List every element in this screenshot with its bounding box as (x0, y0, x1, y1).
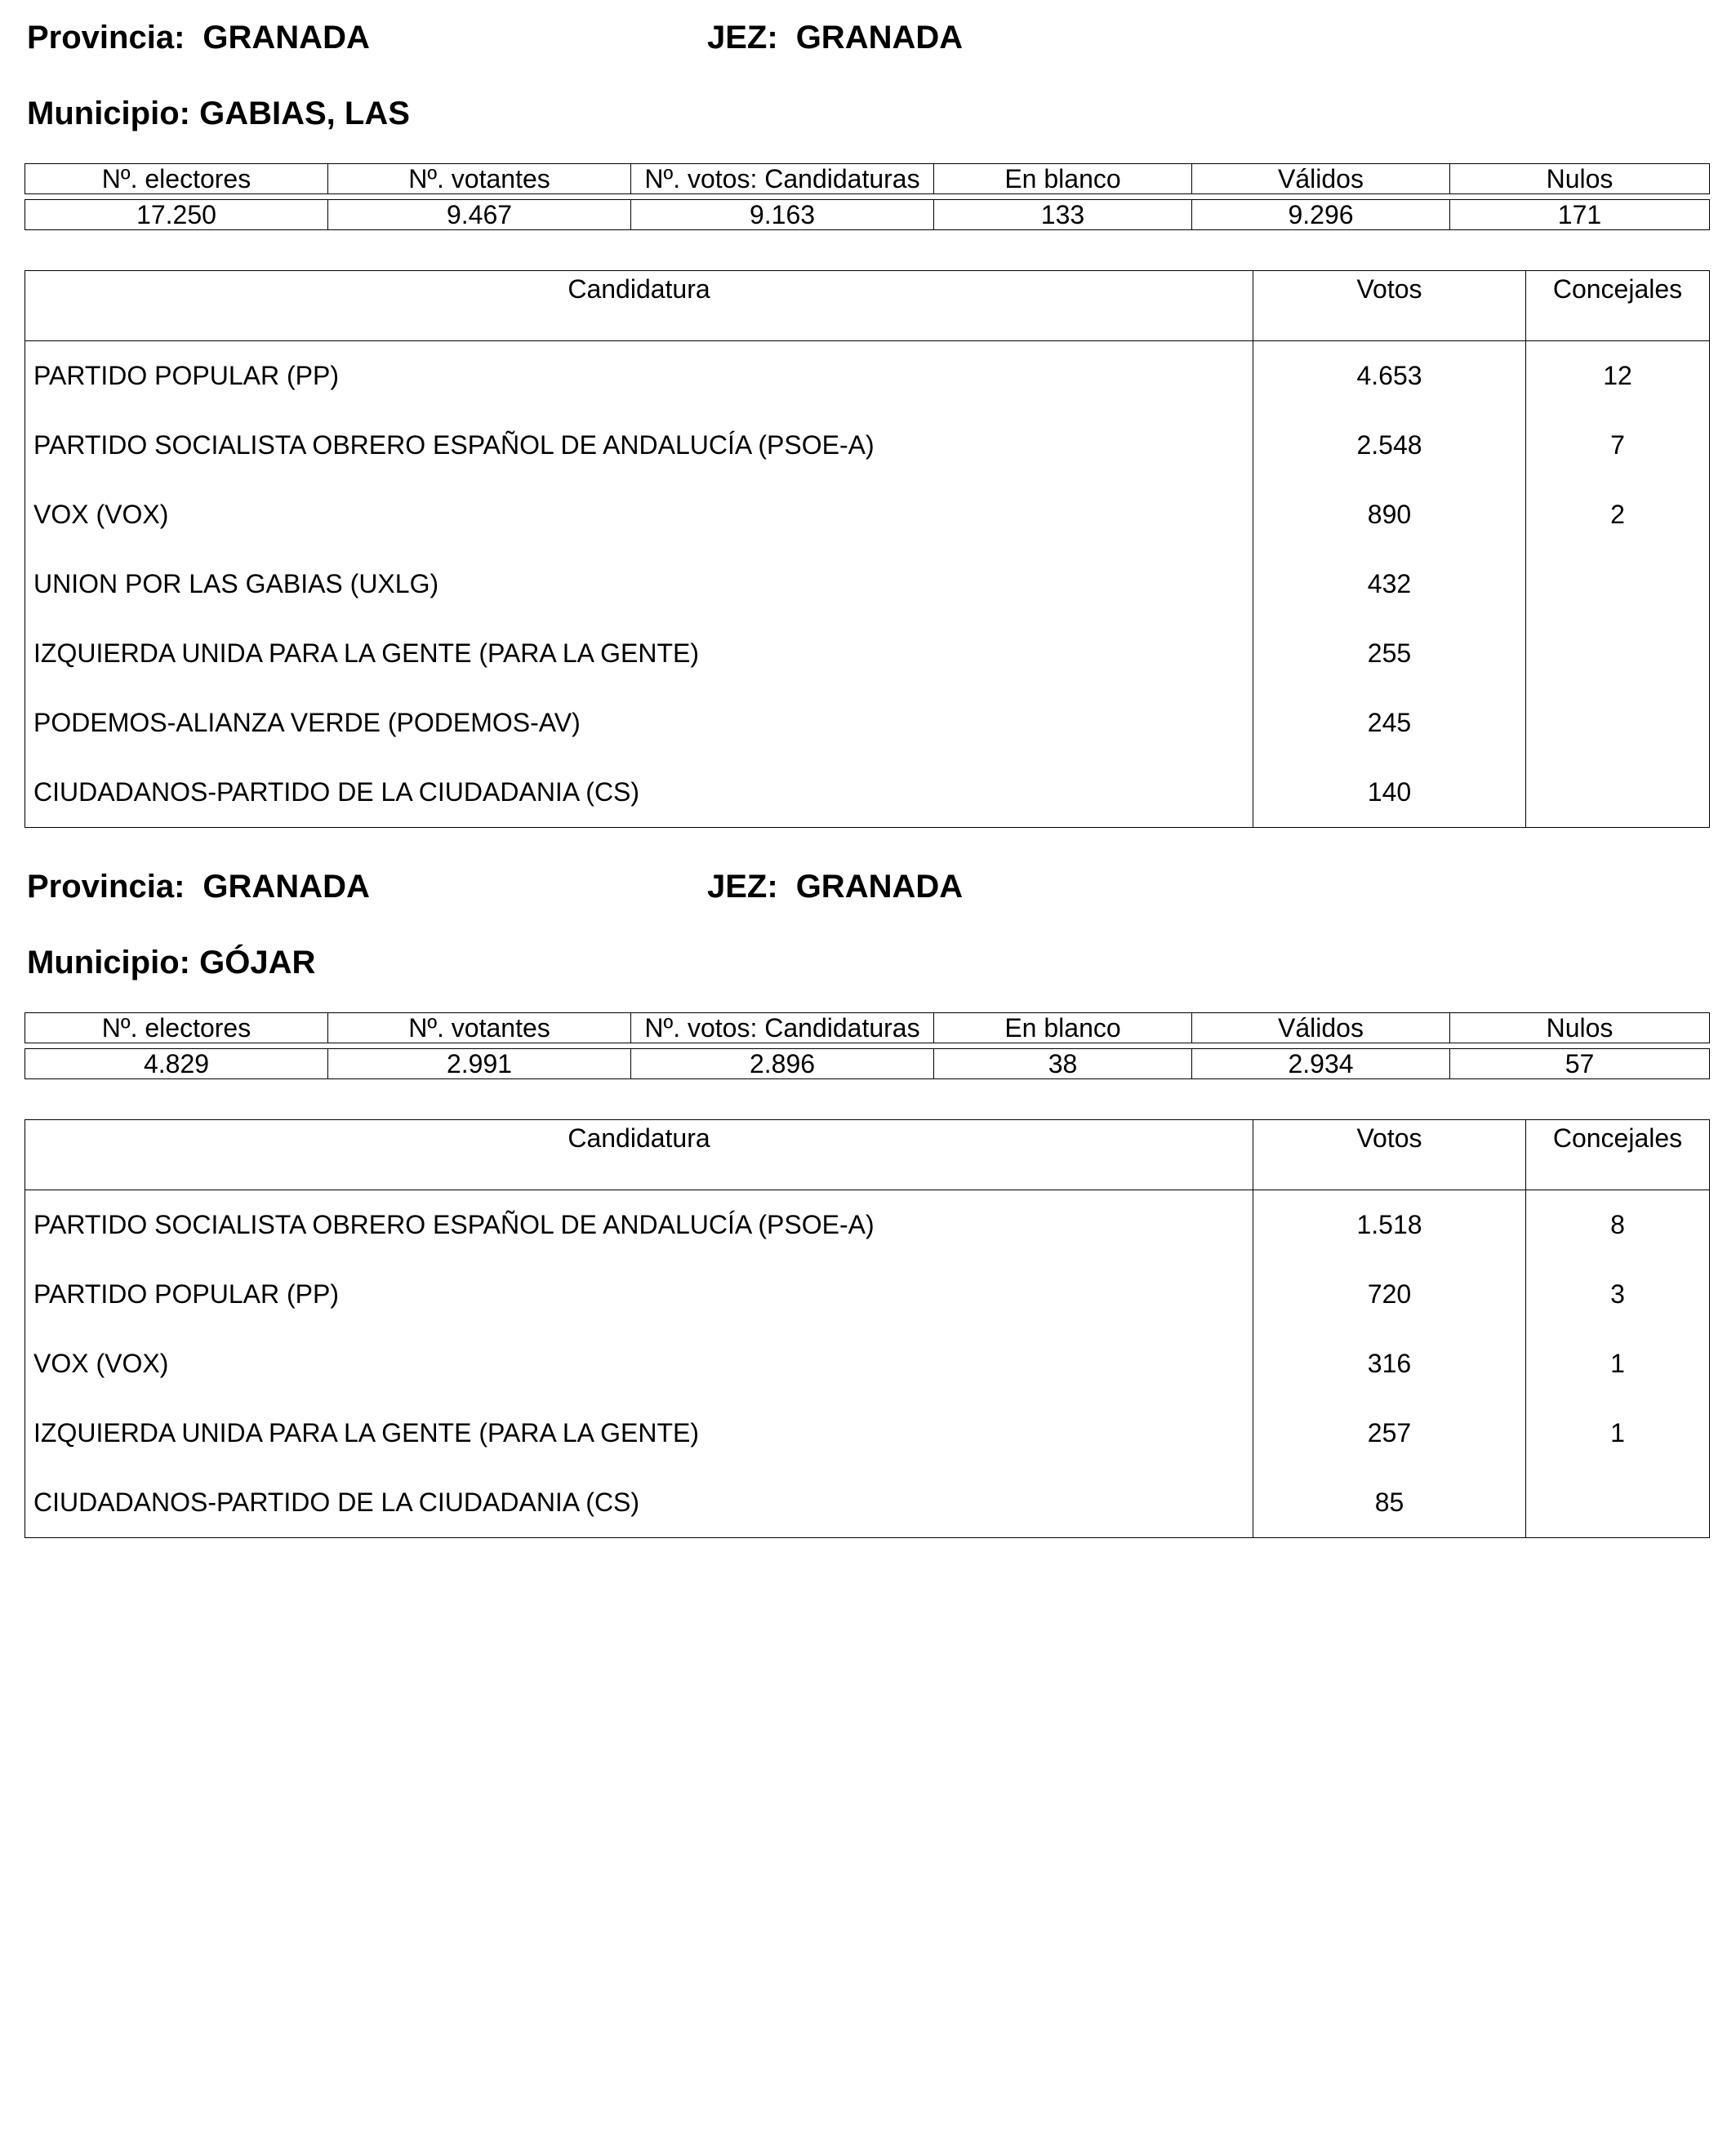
candidates-header-cell: Concejales (1526, 271, 1710, 341)
stats-value-cell: 57 (1450, 1049, 1710, 1079)
candidate-concejales (1526, 619, 1710, 688)
candidate-name: PARTIDO POPULAR (PP) (25, 1260, 1253, 1329)
stats-header-cell: En blanco (934, 1013, 1192, 1043)
stats-value-row (25, 200, 1710, 230)
candidate-votos: 85 (1253, 1468, 1526, 1538)
candidate-name: CIUDADANOS-PARTIDO DE LA CIUDADANIA (CS) (25, 1468, 1253, 1538)
municipio-label: Municipio: (27, 96, 190, 131)
stats-header-cell: Válidos (1192, 1013, 1450, 1043)
provincia-line (27, 870, 370, 903)
municipality-section (0, 849, 1736, 1698)
candidate-votos: 245 (1253, 688, 1526, 758)
stats-value-cell: 2.896 (631, 1049, 934, 1079)
candidates-header-cell: Candidatura (25, 271, 1253, 341)
candidate-row (25, 549, 1710, 619)
candidate-row (25, 1260, 1710, 1329)
candidate-concejales: 12 (1526, 341, 1710, 411)
candidate-concejales (1526, 688, 1710, 758)
municipio-value: GABIAS, LAS (199, 96, 410, 131)
candidates-body (25, 1190, 1710, 1538)
candidate-row (25, 480, 1710, 549)
candidate-concejales (1526, 758, 1710, 828)
stats-header-cell: Nulos (1450, 1013, 1710, 1043)
candidate-row (25, 688, 1710, 758)
jez-line (707, 870, 963, 903)
municipio-value: GÓJAR (199, 945, 316, 981)
candidates-header-cell: Votos (1253, 1120, 1526, 1190)
stats-table (24, 163, 1710, 230)
jez-value: GRANADA (795, 20, 964, 56)
candidate-votos: 2.548 (1253, 411, 1526, 480)
candidate-votos: 432 (1253, 549, 1526, 619)
candidate-votos: 316 (1253, 1329, 1526, 1399)
stats-header-row (25, 164, 1710, 194)
stats-header-cell: Nº. electores (25, 1013, 328, 1043)
candidate-name: PARTIDO SOCIALISTA OBRERO ESPAÑOL DE ANDALUCÍA (PSOE-A) (25, 1190, 1253, 1261)
stats-value-cell: 9.467 (328, 200, 631, 230)
candidate-votos: 720 (1253, 1260, 1526, 1329)
stats-value-cell: 9.163 (631, 200, 934, 230)
stats-value-cell: 17.250 (25, 200, 328, 230)
candidate-concejales: 1 (1526, 1399, 1710, 1468)
candidate-concejales: 7 (1526, 411, 1710, 480)
municipio-line (27, 946, 315, 979)
municipio-label: Municipio: (27, 945, 190, 981)
stats-value-cell: 9.296 (1192, 200, 1450, 230)
candidate-votos: 1.518 (1253, 1190, 1526, 1261)
stats-header-cell: Nº. votos: Candidaturas (631, 1013, 934, 1043)
candidates-body (25, 341, 1710, 828)
candidate-name: IZQUIERDA UNIDA PARA LA GENTE (PARA LA GENTE) (25, 1399, 1253, 1468)
candidate-name: UNION POR LAS GABIAS (UXLG) (25, 549, 1253, 619)
candidate-votos: 257 (1253, 1399, 1526, 1468)
candidate-row (25, 1329, 1710, 1399)
stats-header-cell: Nº. electores (25, 164, 328, 194)
provincia-label: Provincia: (27, 20, 185, 56)
stats-value-cell: 4.829 (25, 1049, 328, 1079)
stats-header-cell: Nº. votantes (328, 164, 631, 194)
candidate-concejales: 2 (1526, 480, 1710, 549)
stats-value-cell: 2.934 (1192, 1049, 1450, 1079)
jez-label: JEZ: (707, 20, 778, 56)
candidate-name: VOX (VOX) (25, 480, 1253, 549)
jez-value: GRANADA (795, 869, 964, 905)
candidate-votos: 890 (1253, 480, 1526, 549)
candidate-row (25, 1190, 1710, 1261)
provincia-value: GRANADA (203, 20, 370, 56)
stats-value-cell: 2.991 (328, 1049, 631, 1079)
stats-header-cell: Nulos (1450, 164, 1710, 194)
candidate-name: PARTIDO SOCIALISTA OBRERO ESPAÑOL DE ANDALUCÍA (PSOE-A) (25, 411, 1253, 480)
candidate-concejales (1526, 1468, 1710, 1538)
candidates-table (24, 270, 1710, 828)
candidates-table (24, 1119, 1710, 1538)
candidate-concejales (1526, 549, 1710, 619)
candidates-header-cell: Concejales (1526, 1120, 1710, 1190)
candidate-name: PODEMOS-ALIANZA VERDE (PODEMOS-AV) (25, 688, 1253, 758)
candidate-votos: 4.653 (1253, 341, 1526, 411)
stats-header-cell: En blanco (934, 164, 1192, 194)
candidate-name: PARTIDO POPULAR (PP) (25, 341, 1253, 411)
candidate-row (25, 1399, 1710, 1468)
candidates-header-cell: Votos (1253, 271, 1526, 341)
candidates-header-row (25, 1120, 1710, 1190)
stats-header-cell: Nº. votantes (328, 1013, 631, 1043)
candidate-votos: 140 (1253, 758, 1526, 828)
candidate-concejales: 3 (1526, 1260, 1710, 1329)
stats-value-cell: 133 (934, 200, 1192, 230)
candidate-row (25, 411, 1710, 480)
municipality-section (0, 0, 1736, 849)
candidates-header-cell: Candidatura (25, 1120, 1253, 1190)
stats-value-row (25, 1049, 1710, 1079)
stats-value-cell: 38 (934, 1049, 1192, 1079)
stats-header-row (25, 1013, 1710, 1043)
candidate-row (25, 758, 1710, 828)
stats-header-cell: Nº. votos: Candidaturas (631, 164, 934, 194)
candidate-row (25, 341, 1710, 411)
municipio-line (27, 97, 410, 130)
candidate-votos: 255 (1253, 619, 1526, 688)
provincia-value: GRANADA (203, 869, 370, 905)
candidate-row (25, 1468, 1710, 1538)
jez-line (707, 21, 963, 54)
jez-label: JEZ: (707, 869, 778, 905)
candidate-row (25, 619, 1710, 688)
candidate-name: CIUDADANOS-PARTIDO DE LA CIUDADANIA (CS) (25, 758, 1253, 828)
provincia-label: Provincia: (27, 869, 185, 905)
stats-table (24, 1012, 1710, 1079)
provincia-line (27, 21, 370, 54)
candidate-name: VOX (VOX) (25, 1329, 1253, 1399)
candidates-header-row (25, 271, 1710, 341)
candidate-name: IZQUIERDA UNIDA PARA LA GENTE (PARA LA GENTE) (25, 619, 1253, 688)
stats-header-cell: Válidos (1192, 164, 1450, 194)
candidate-concejales: 8 (1526, 1190, 1710, 1261)
stats-value-cell: 171 (1450, 200, 1710, 230)
candidate-concejales: 1 (1526, 1329, 1710, 1399)
